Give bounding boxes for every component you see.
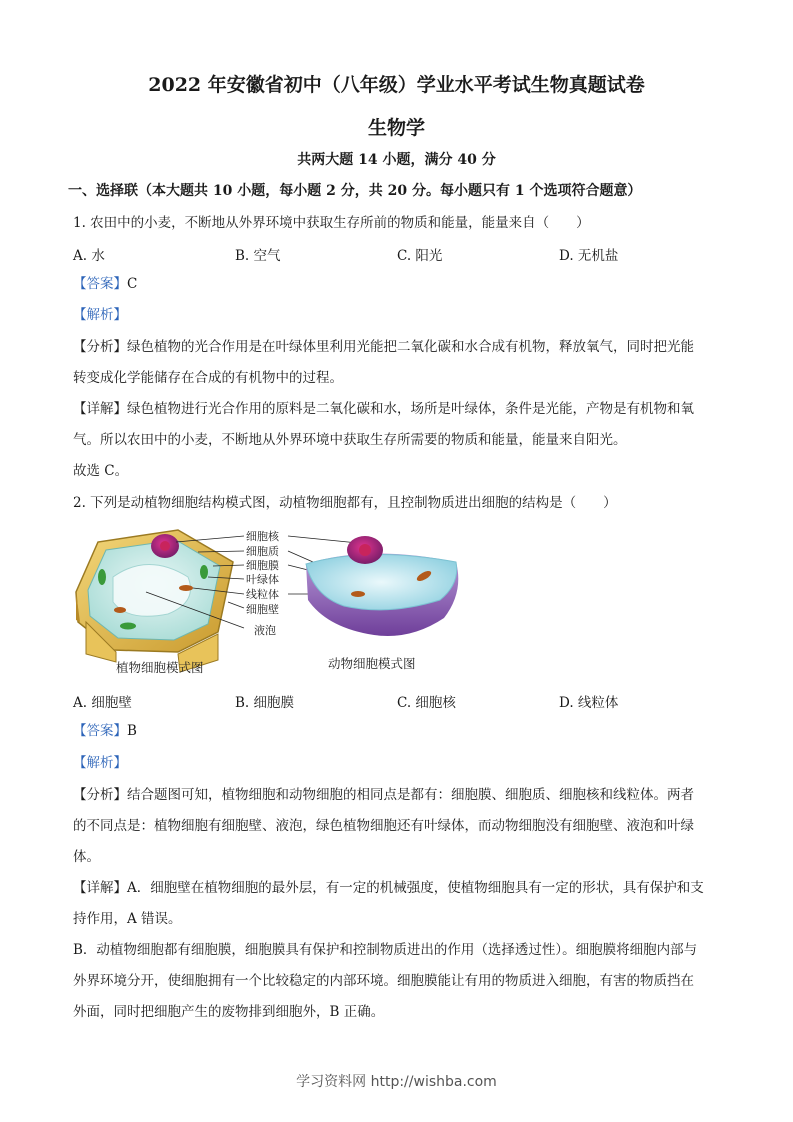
page-title: 2022 年安徽省初中（八年级）学业水平考试生物真题试卷 — [148, 74, 645, 96]
label-nucleus: 细胞核 — [246, 530, 279, 543]
xiangjie-text: 绿色植物进行光合作用的原料是二氧化碳和水，场所是叶绿体，条件是光能，产物是有机物和氧 — [127, 401, 694, 417]
score-info: 共两大题 14 小题，满分 40 分 — [297, 152, 496, 168]
label-vacuole: 液泡 — [254, 624, 276, 637]
q1-xiangjie-line1 — [73, 399, 723, 419]
xiangjie-text: A．细胞壁在植物细胞的最外层，有一定的机械强度，使植物细胞具有一定的形状，具有保护和支 — [127, 880, 704, 896]
q2-option-c: C. 细胞核 — [397, 695, 456, 711]
q2-xiangjie-line2: 持作用，A 错误。 — [73, 911, 182, 927]
xiangjie-tag: 【详解】 — [73, 880, 127, 896]
page-footer-link[interactable]: 学习资料网 http://wishba.com — [296, 1074, 497, 1090]
label-cytoplasm: 细胞质 — [246, 545, 279, 558]
fenxi-tag: 【分析】 — [73, 787, 127, 803]
animal-cell-illustration — [306, 536, 458, 636]
answer-tag: 【答案】 — [73, 723, 127, 739]
answer-value: B — [127, 723, 137, 739]
mitochondrion-shape — [179, 585, 193, 591]
cell-diagram-figure — [68, 522, 468, 682]
q1-fenxi-line1 — [73, 337, 723, 357]
plant-cell-caption: 植物细胞模式图 — [116, 660, 204, 675]
xiangjie-tag: 【详解】 — [73, 401, 127, 417]
label-cell-membrane: 细胞膜 — [246, 559, 279, 572]
subject-title: 生物学 — [367, 117, 425, 139]
q2-answer — [73, 721, 723, 741]
chloroplast-shape — [200, 565, 208, 579]
q2-option-b: B. 细胞膜 — [235, 695, 295, 711]
answer-value: C — [127, 276, 138, 292]
plant-cell-illustration — [76, 530, 233, 672]
q1-conclusion: 故选 C。 — [73, 463, 129, 479]
q2-fenxi-line1 — [73, 785, 723, 805]
q1-option-b: B. 空气 — [235, 248, 281, 264]
q2-option-a: A. 细胞壁 — [73, 695, 132, 711]
fenxi-text: 绿色植物的光合作用是在叶绿体里利用光能把二氧化碳和水合成有机物，释放氧气，同时把光能 — [127, 339, 694, 355]
answer-tag: 【答案】 — [73, 276, 127, 292]
q2-fenxi-line3: 体。 — [73, 849, 100, 865]
label-cell-wall: 细胞壁 — [246, 603, 279, 616]
mitochondrion-shape — [351, 591, 365, 597]
q2-b-line2: 外界环境分开，使细胞拥有一个比较稳定的内部环境。细胞膜能让有用的物质进入细胞，有害的物质挡在 — [73, 973, 694, 989]
fenxi-text: 结合题图可知，植物细胞和动物细胞的相同点是都有：细胞膜、细胞质、细胞核和线粒体。两者 — [127, 787, 694, 803]
q1-analysis-tag: 【解析】 — [73, 307, 127, 323]
q2-b-line1: B．动植物细胞都有细胞膜，细胞膜具有保护和控制物质进出的作用（选择透过性）。细胞膜将细胞内部与 — [73, 942, 698, 958]
q2-fenxi-line2: 的不同点是：植物细胞有细胞壁、液泡，绿色植物细胞还有叶绿体，而动物细胞没有细胞壁、液泡和叶绿 — [73, 818, 694, 834]
mitochondrion-shape — [114, 607, 126, 613]
q2-b-line3: 外面，同时把细胞产生的废物排到细胞外，B 正确。 — [73, 1004, 385, 1020]
q1-option-d: D. 无机盐 — [559, 248, 619, 264]
q2-stem: 2. 下列是动植物细胞结构模式图，动植物细胞都有，且控制物质进出细胞的结构是（ ） — [73, 495, 617, 511]
label-chloroplast: 叶绿体 — [246, 573, 279, 586]
fenxi-tag: 【分析】 — [73, 339, 127, 355]
q2-analysis-tag: 【解析】 — [73, 755, 127, 771]
q2-option-d: D. 线粒体 — [559, 695, 619, 711]
q1-xiangjie-line2: 气。所以农田中的小麦，不断地从外界环境中获取生存所需要的物质和能量，能量来自阳光。 — [73, 432, 627, 448]
chloroplast-shape — [120, 623, 136, 630]
q1-answer — [73, 274, 723, 294]
q1-fenxi-line2: 转变成化学能储存在合成的有机物中的过程。 — [73, 370, 343, 386]
q1-option-a: A. 水 — [73, 248, 105, 264]
animal-cell-caption: 动物细胞模式图 — [328, 656, 416, 671]
q2-xiangjie-line1 — [73, 878, 723, 898]
label-mitochondria: 线粒体 — [246, 588, 279, 601]
section-heading: 一、选择联（本大题共 10 小题，每小题 2 分，共 20 分。每小题只有 1 个选项符合题意） — [68, 183, 642, 199]
q1-option-c: C. 阳光 — [397, 248, 443, 264]
q1-stem: 1. 农田中的小麦，不断地从外界环境中获取生存所前的物质和能量，能量来自（ ） — [73, 215, 590, 231]
chloroplast-shape — [98, 569, 106, 585]
